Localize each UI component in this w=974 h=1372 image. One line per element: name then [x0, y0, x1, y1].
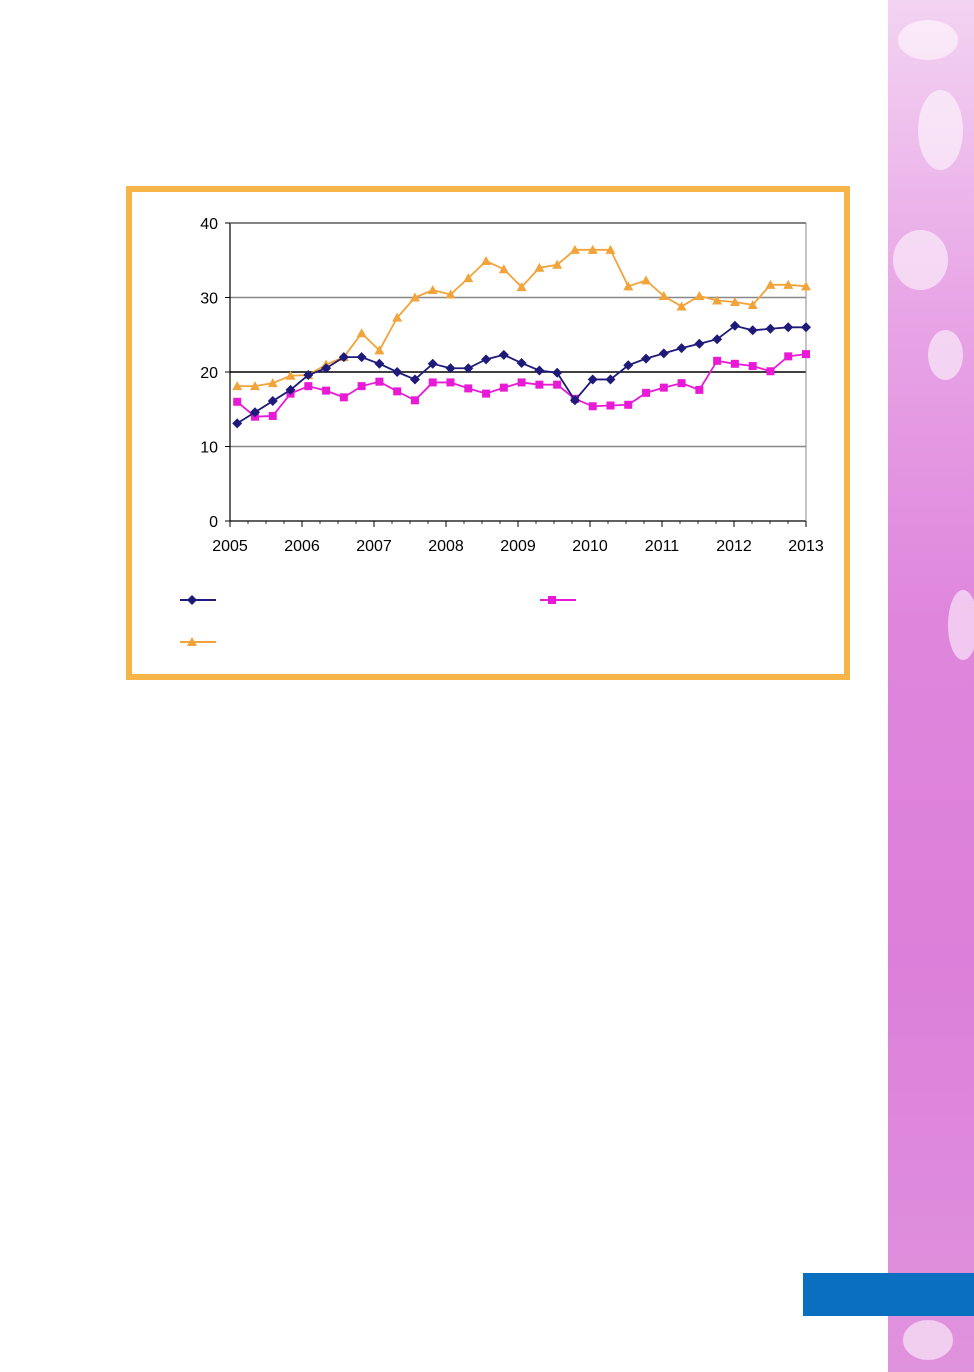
- series-diamond: [232, 321, 811, 429]
- series-layer: [232, 245, 811, 429]
- data-point: [518, 378, 526, 386]
- data-point: [232, 418, 242, 428]
- data-point: [481, 354, 491, 364]
- x-tick-label: 2007: [356, 538, 392, 555]
- data-point: [411, 396, 419, 404]
- data-point: [641, 275, 651, 284]
- line-chart: [132, 192, 844, 674]
- data-point: [392, 367, 402, 377]
- grid-layer: [230, 223, 806, 447]
- data-point: [606, 402, 614, 410]
- data-point: [713, 357, 721, 365]
- data-point: [187, 595, 197, 605]
- data-point: [783, 322, 793, 332]
- data-point: [428, 285, 438, 294]
- data-point: [677, 301, 687, 310]
- paint-blot: [918, 90, 963, 170]
- data-point: [358, 382, 366, 390]
- data-point: [642, 389, 650, 397]
- paint-blot: [893, 230, 948, 290]
- legend-layer: [180, 595, 576, 646]
- x-tick-label: 2012: [716, 538, 752, 555]
- paint-blot: [898, 20, 958, 60]
- page-tab-bar: [803, 1273, 974, 1316]
- data-point: [340, 393, 348, 401]
- data-point: [731, 360, 739, 368]
- data-point: [429, 378, 437, 386]
- data-point: [694, 339, 704, 349]
- y-tick-label: 10: [200, 439, 218, 457]
- data-point: [748, 325, 758, 335]
- paint-blot: [928, 330, 963, 380]
- data-point: [641, 354, 651, 364]
- data-point: [322, 387, 330, 395]
- data-point: [694, 291, 704, 300]
- x-tick-label: 2013: [788, 538, 824, 555]
- data-point: [765, 324, 775, 334]
- x-tick-label: 2010: [572, 538, 608, 555]
- legend-entry: [540, 596, 576, 604]
- data-point: [678, 379, 686, 387]
- data-point: [660, 384, 668, 392]
- data-point: [548, 596, 556, 604]
- data-point: [357, 328, 367, 337]
- legend-entry: [180, 595, 216, 605]
- data-point: [801, 322, 811, 332]
- data-point: [552, 368, 562, 378]
- data-point: [374, 359, 384, 369]
- data-point: [482, 390, 490, 398]
- data-point: [695, 386, 703, 394]
- x-tick-label: 2005: [212, 538, 248, 555]
- x-tick-label: 2011: [644, 538, 680, 555]
- data-point: [233, 398, 241, 406]
- data-point: [589, 402, 597, 410]
- data-point: [464, 384, 472, 392]
- data-point: [624, 401, 632, 409]
- decorative-side-band: [888, 0, 974, 1372]
- data-point: [481, 256, 491, 265]
- paint-blot: [948, 590, 974, 660]
- x-tick-label: 2006: [284, 538, 320, 555]
- legend-entry: [180, 637, 216, 646]
- x-tick-label: 2009: [500, 538, 536, 555]
- data-point: [357, 352, 367, 362]
- series-triangle: [232, 245, 811, 390]
- chart-frame: [126, 186, 850, 680]
- data-point: [659, 348, 669, 358]
- data-point: [535, 381, 543, 389]
- x-tick-label: 2008: [428, 538, 464, 555]
- y-tick-label: 0: [209, 514, 218, 531]
- data-point: [499, 350, 509, 360]
- data-point: [802, 350, 810, 358]
- y-tick-label: 30: [200, 290, 218, 308]
- data-point: [304, 382, 312, 390]
- data-point: [517, 358, 527, 368]
- data-point: [749, 362, 757, 370]
- data-point: [784, 352, 792, 360]
- data-point: [499, 264, 509, 273]
- data-point: [500, 384, 508, 392]
- data-point: [269, 412, 277, 420]
- data-point: [766, 367, 774, 375]
- data-point: [447, 378, 455, 386]
- data-point: [553, 381, 561, 389]
- y-tick-label: 20: [200, 365, 218, 382]
- data-point: [375, 378, 383, 386]
- data-point: [677, 343, 687, 353]
- data-point: [268, 396, 278, 406]
- y-tick-label: 40: [200, 216, 218, 233]
- data-point: [534, 366, 544, 376]
- paint-blot: [903, 1320, 953, 1360]
- data-point: [393, 387, 401, 395]
